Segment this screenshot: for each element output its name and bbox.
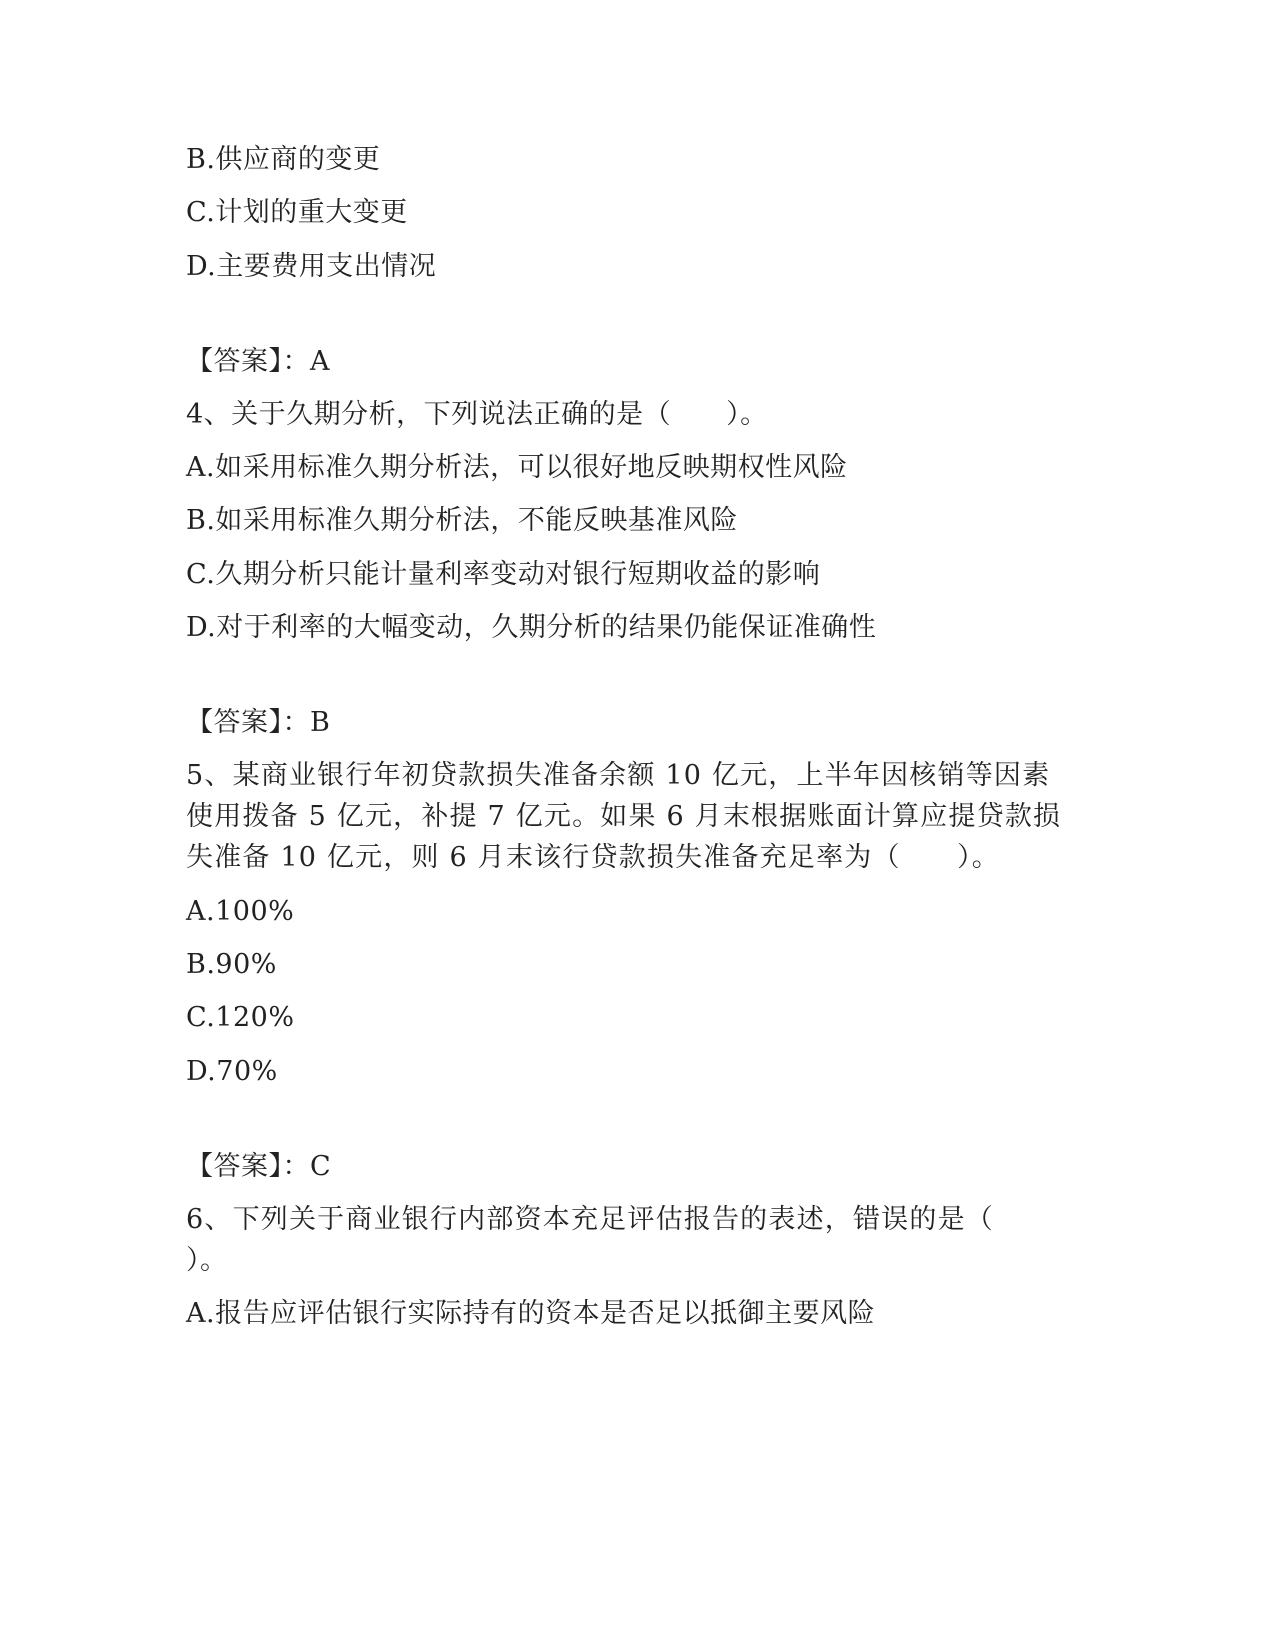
option-a: A.100% [186, 896, 295, 927]
question-stem: 4、关于久期分析，下列说法正确的是（ ）。 [186, 399, 768, 430]
question-stem-line: 6、下列关于商业银行内部资本充足评估报告的表述，错误的是（ [186, 1204, 994, 1235]
option-a: A.报告应评估银行实际持有的资本是否足以抵御主要风险 [186, 1298, 876, 1329]
option-c: C.120% [186, 1002, 295, 1033]
question-stem-line: 使用拨备 5 亿元，补提 7 亿元。如果 6 月末根据账面计算应提贷款损 [186, 801, 1062, 832]
option-c: C.久期分析只能计量利率变动对银行短期收益的影响 [186, 559, 821, 590]
option-d: D.70% [186, 1056, 278, 1087]
question-stem-line: 5、某商业银行年初贷款损失准备余额 10 亿元，上半年因核销等因素 [186, 760, 1051, 791]
question-stem-line: ）。 [186, 1245, 228, 1276]
option-b: B.如采用标准久期分析法，不能反映基准风险 [186, 505, 738, 536]
option-c: C.计划的重大变更 [186, 197, 408, 228]
question-stem-line: 失准备 10 亿元，则 6 月末该行贷款损失准备充足率为（ ）。 [186, 842, 1000, 873]
option-d: D.主要费用支出情况 [186, 251, 437, 282]
option-b: B.90% [186, 949, 277, 980]
answer-label: 【答案】：C [186, 1151, 332, 1182]
option-d: D.对于利率的大幅变动，久期分析的结果仍能保证准确性 [186, 612, 877, 643]
answer-label: 【答案】：B [186, 707, 331, 738]
answer-label: 【答案】：A [186, 346, 330, 377]
option-b: B.供应商的变更 [186, 144, 381, 175]
option-a: A.如采用标准久期分析法，可以很好地反映期权性风险 [186, 452, 848, 483]
